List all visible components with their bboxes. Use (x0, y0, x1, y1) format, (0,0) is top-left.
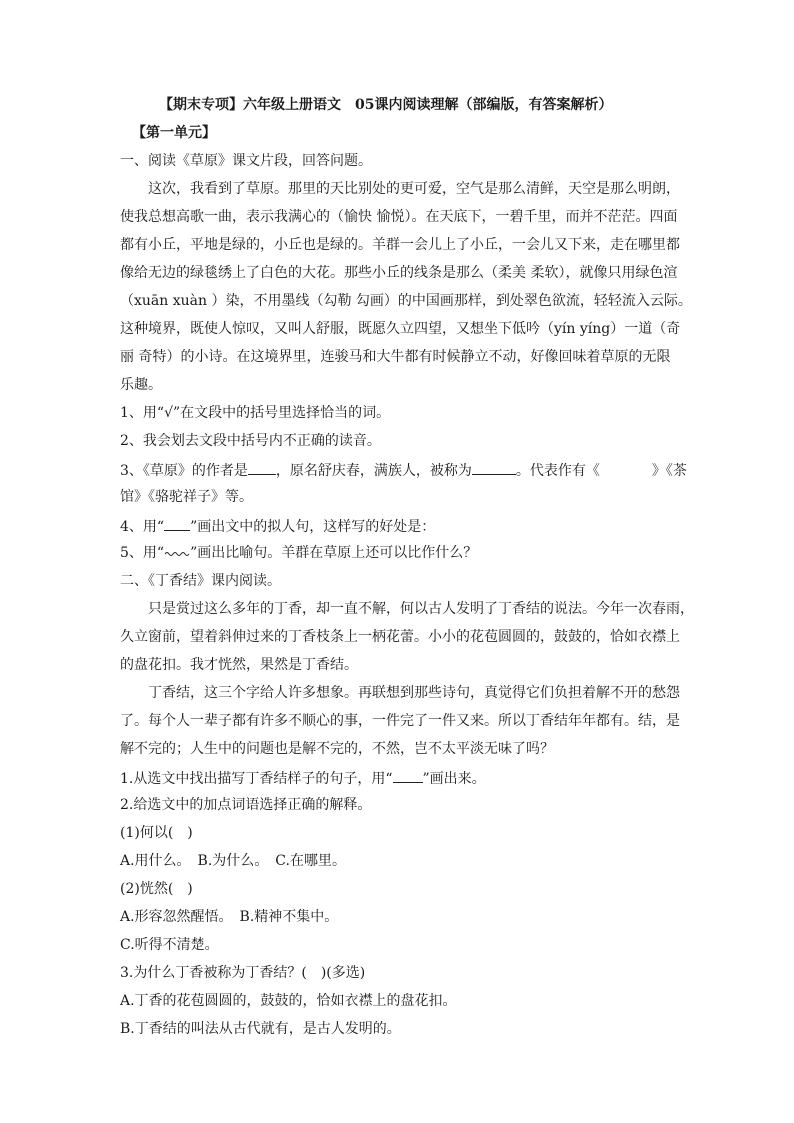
straight-underline-mark (164, 516, 190, 531)
section2-question-2: 2.给选文中的加点词语选择正确的解释。 (120, 797, 372, 813)
passage-line: 乐趣。 (120, 377, 162, 393)
document-title: 【期末专项】六年级上册语文 05课内阅读理解（部编版，有答案解析） (159, 97, 613, 113)
question-4-text-b: ”画出文中的拟人句，这样写的好处是： (190, 519, 436, 535)
passage-line: 都有小丘，平地是绿的，小丘也是绿的。羊群一会儿上了小丘，一会儿又下来，走在哪里都 (120, 237, 680, 253)
section2-question-2-1: (1)何以( ) (120, 825, 193, 841)
section1-heading: 一、阅读《草原》课文片段，回答问题。 (120, 153, 372, 169)
section2-question-1-text-b: ”画出来。 (422, 771, 486, 787)
section2-question-3-option-a: A.丁香的花苞圆圆的，鼓鼓的，恰如衣襟上的盘花扣。 (120, 993, 457, 1009)
section2-question-3-option-b: B.丁香结的叫法从古代就有，是古人发明的。 (120, 1021, 401, 1037)
passage-line: 这种境界，既使人惊叹，又叫人舒服，既愿久立四望，又想坐下低吟（yín yíng）一道（奇 (120, 321, 681, 337)
question-3-text-b: ，原名舒庆春，满族人，被称为 (275, 463, 472, 479)
question-3-text-a: 3、《草原》的作者是 (120, 463, 248, 479)
unit-heading: 【第一单元】 (132, 125, 216, 141)
passage2-line: 只是赏过这么多年的丁香，却一直不解，何以古人发明了丁香结的说法。今年一次春雨， (148, 601, 694, 617)
passage2-line: 的盘花扣。我才恍然，果然是丁香结。 (120, 657, 358, 673)
section2-question-1 (120, 768, 700, 788)
question-5 (120, 544, 700, 562)
passage2-line: 解不完的；人生中的问题也是解不完的，不然，岂不太平淡无味了吗？ (120, 741, 554, 757)
straight-underline-mark (393, 768, 423, 783)
question-3-line2: 馆》《骆驼祥子》等。 (120, 489, 253, 505)
wavy-underline-mark (164, 547, 190, 557)
passage-line: 像给无边的绿毯绣上了白色的大花。那些小丘的线条是那么（柔美 柔软），就像只用绿色渲 (120, 265, 678, 281)
passage-line: 使我总想高歌一曲，表示我满心的（愉快 愉悦）。在天底下，一碧千里，而并不茫茫。四面 (120, 209, 678, 225)
question-4-text-a: 4、用“ (120, 519, 165, 535)
section2-question-3: 3.为什么丁香被称为丁香结？( )(多选) (120, 965, 366, 981)
question-3-text-c: 。代表作有《 (515, 463, 600, 479)
section2-question-2-2: (2)恍然( ) (120, 881, 193, 897)
question-5-text-b: ”画出比喻句。羊群在草原上还可以比作什么？ (190, 545, 478, 561)
passage2-line: 了。每个人一辈子都有许多不顺心的事，一件完了一件又来。所以丁香结年年都有。结，是 (120, 713, 680, 729)
answer-blank-title[interactable] (472, 460, 516, 475)
section2-question-1-text-a: 1.从选文中找出描写丁香结样子的句子，用“ (120, 771, 393, 787)
question-3 (120, 460, 700, 480)
passage2-line: 丁香结，这三个字给人许多想象。再联想到那些诗句，真觉得它们负担着解不开的愁怨 (148, 685, 680, 701)
question-2: 2、我会划去文段中括号内不正确的读音。 (120, 433, 381, 449)
question-5-text-a: 5、用“ (120, 545, 165, 561)
answer-blank-author[interactable] (248, 460, 276, 475)
section2-question-2-1-options: A.用什么。 B.为什么。 C.在哪里。 (120, 853, 346, 869)
question-4 (120, 516, 700, 536)
passage2-line: 久立窗前，望着斜伸过来的丁香枝条上一柄花蕾。小小的花苞圆圆的，鼓鼓的，恰如衣襟上 (120, 629, 680, 645)
passage-line: 丽 奇特）的小诗。在这境界里，连骏马和大牛都有时候静立不动，好像回味着草原的无限 (120, 349, 671, 365)
section2-question-2-2-option-c: C.听得不清楚。 (120, 937, 219, 953)
passage-line: （xuān xuàn ）染，不用墨线（勾勒 勾画）的中国画那样，到处翠色欲流，轻轻流入云际。 (120, 293, 692, 309)
question-3-text-d: 》《茶 (651, 463, 687, 479)
passage-line: 这次，我看到了草原。那里的天比别处的更可爱，空气是那么清鲜，天空是那么明朗， (148, 181, 680, 197)
section2-question-2-2-options: A.形容忽然醒悟。 B.精神不集中。 (120, 909, 339, 925)
section2-heading: 二、《丁香结》课内阅读。 (120, 573, 281, 589)
question-1: 1、用“√”在文段中的括号里选择恰当的词。 (120, 405, 391, 421)
